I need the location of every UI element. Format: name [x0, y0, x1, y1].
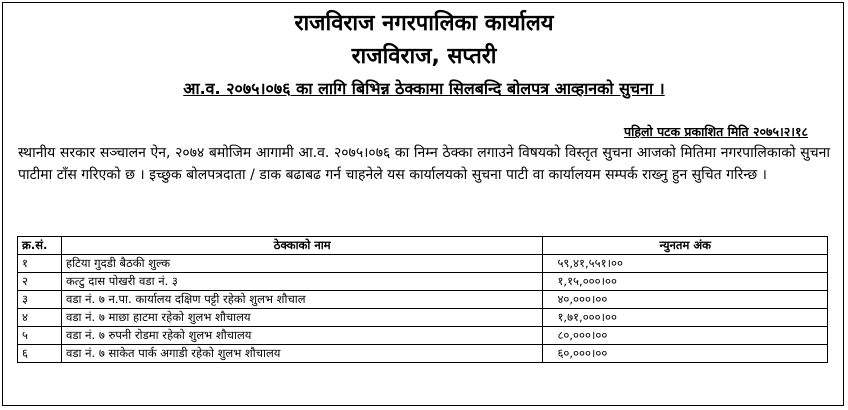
notice-subtitle-text: आ.व. २०७५।०७६ का लागि बिभिन्न ठेक्कामा सिलबन्दि बोलपत्र आव्हानको सुचना । — [183, 79, 665, 98]
amount-cell: ४०,०००।०० — [543, 291, 828, 309]
amount-cell: ६०,०००।०० — [543, 345, 828, 363]
contract-name-cell: वडा नं. ७ साकेत पार्क अगाडी रहेको शुलभ शौचालय — [61, 345, 542, 363]
amount-cell: १,७१,०००।०० — [543, 309, 828, 327]
table-row — [18, 291, 828, 309]
office-location: राजविराज, सप्तरी — [351, 44, 497, 69]
contract-name-cell: कत्टु दास पोखरी वडा नं. ३ — [61, 273, 542, 291]
header-serial: क्र.सं. — [18, 237, 62, 255]
contract-table — [17, 236, 828, 363]
contract-name-cell: वडा नं. ७ माछा हाटमा रहेको शुलभ शौचालय — [61, 309, 542, 327]
serial-cell: ३ — [18, 291, 62, 309]
publication-date: पहिलो पटक प्रकाशित मिति २०७५।२।१८ — [624, 124, 808, 139]
contract-name-cell: वडा नं. ७ रुपनी रोडमा रहेको शुलभ शौचालय — [61, 327, 542, 345]
office-title: राजविराज नगरपालिका कार्यालय — [294, 11, 554, 36]
serial-cell: २ — [18, 273, 62, 291]
amount-cell: ८०,०००।०० — [543, 327, 828, 345]
serial-cell: ४ — [18, 309, 62, 327]
table-row — [18, 309, 828, 327]
notice-subtitle — [0, 78, 848, 100]
notice-body: स्थानीय सरकार सञ्चालन ऐन, २०७४ बमोजिम आगामी आ.व. २०७५।०७६ का निम्न ठेक्का लगाउने विषयको विस्तृत सुचना आजको मितिमा नगरपालिकाको सुचना पाटीमा टाँस गरिएको छ । इच्छुक बोलपत्रदाता / डाक बढाबढ गर्न चाहनेले यस कार्यालयको सुचना पाटी वा कार्यालयम सम्पर्क राख्नु हुन सुचित गरिन्छ । — [18, 145, 830, 183]
table-row — [18, 327, 828, 345]
amount-cell: १,१५,०००।०० — [543, 273, 828, 291]
serial-cell: ६ — [18, 345, 62, 363]
header-contract-name: ठेक्काको नाम — [61, 237, 542, 255]
table-row — [18, 273, 828, 291]
serial-cell: १ — [18, 255, 62, 273]
serial-cell: ५ — [18, 327, 62, 345]
contract-name-cell: हटिया गुदडी बैठकी शुल्क — [61, 255, 542, 273]
header-minimum-amount: न्युनतम अंक — [543, 237, 828, 255]
table-row — [18, 345, 828, 363]
amount-cell: ५९,४१,५५१।०० — [543, 255, 828, 273]
contract-name-cell: वडा नं. ७ न.पा. कार्यालय दक्षिण पट्टी रहेको शुलभ शौचाल — [61, 291, 542, 309]
table-header-row — [18, 237, 828, 255]
table-row — [18, 255, 828, 273]
